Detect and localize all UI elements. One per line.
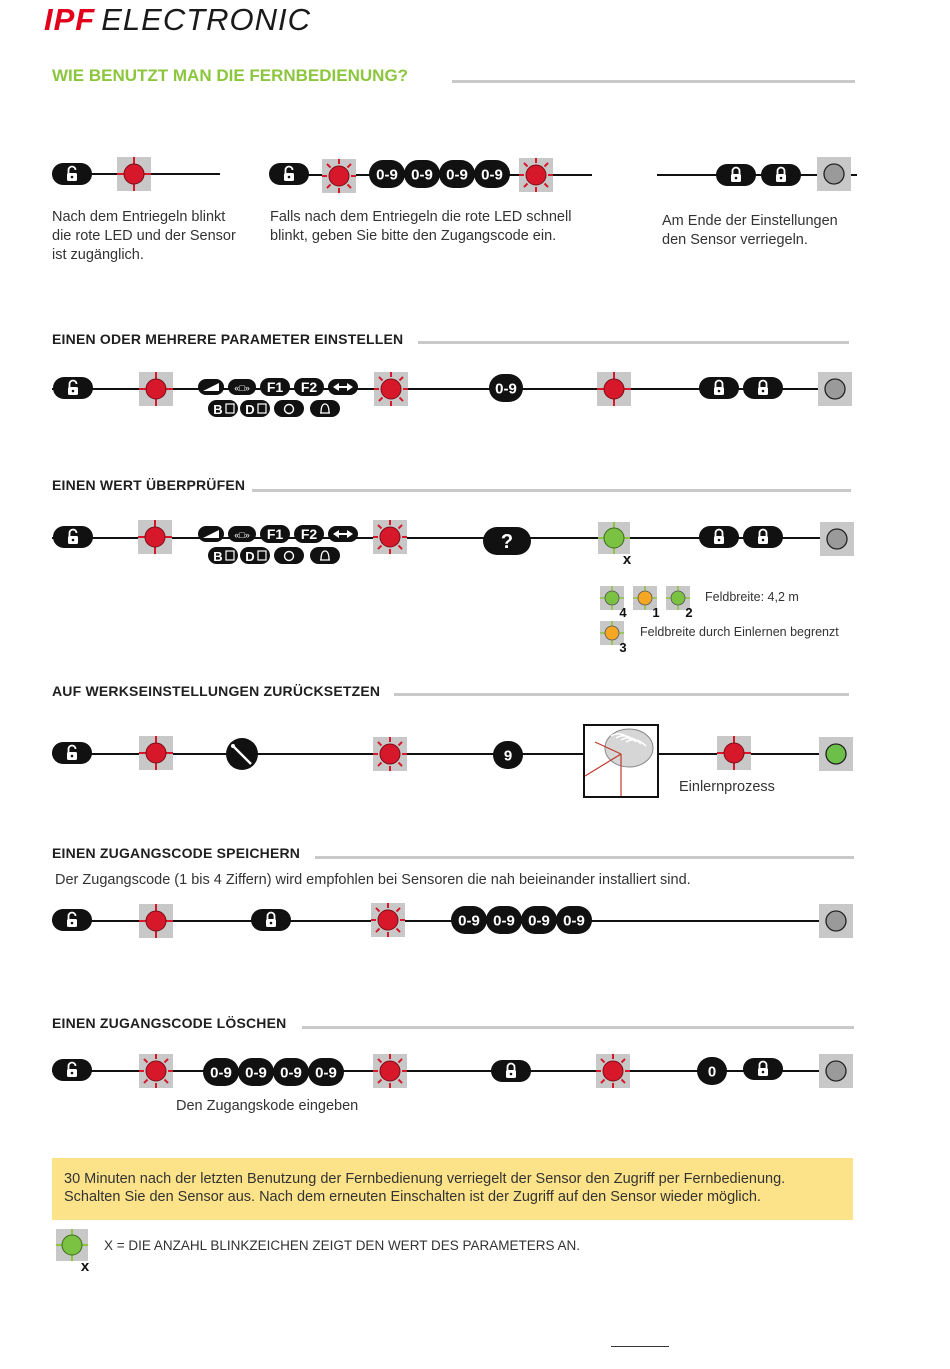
svg-text:D: D	[245, 549, 255, 564]
section-rule	[252, 489, 851, 492]
section-title-delete-code: EINEN ZUGANGSCODE LÖSCHEN	[52, 1015, 287, 1031]
blink-count-label: 2	[685, 605, 693, 620]
section-title-set-params: EINEN ODER MEHRERE PARAMETER EINSTELLEN	[52, 331, 404, 347]
field-limited-text: Feldbreite durch Einlernen begrenzt	[640, 625, 839, 639]
code-digit-key-label: 0-9	[563, 912, 585, 930]
red-led-icon	[594, 369, 634, 409]
blinking-red-led-icon	[593, 1051, 633, 1091]
blinking-red-led-icon	[370, 517, 410, 557]
brand-name-rest: ELECTRONIC	[101, 2, 312, 37]
learning-process-icon	[583, 724, 659, 798]
footer-line	[611, 1346, 669, 1347]
sensor-off-icon	[818, 1053, 854, 1089]
lock-key-icon	[742, 1057, 784, 1081]
code-digit-key-label: 0-9	[446, 166, 468, 184]
green-led-icon	[54, 1227, 98, 1273]
blink-count-x-label: x	[80, 1258, 90, 1275]
svg-text:«□»: «□»	[234, 530, 250, 540]
step1-line2: die rote LED und der Sensor	[52, 228, 236, 244]
code-digit-key	[556, 906, 592, 934]
step2-line2: blinkt, geben Sie bitte den Zugangscode ein.	[270, 228, 557, 244]
unlock-key-icon	[51, 741, 93, 765]
delete-code-caption: Den Zugangskode eingeben	[176, 1098, 359, 1114]
page-title: WIE BENUTZT MAN DIE FERNBEDIENUNG?	[52, 66, 409, 85]
code-digit-key-label: 0-9	[493, 912, 515, 930]
code-digit-key-label: 0-9	[376, 166, 398, 184]
code-digit-key	[451, 906, 487, 934]
red-led-icon	[135, 517, 175, 557]
step2-line1: Falls nach dem Entriegeln die rote LED schnell	[270, 209, 572, 225]
blinking-red-led-icon	[136, 1051, 176, 1091]
note-line2: Schalten Sie den Sensor aus. Nach dem erneuten Einschalten ist der Zugriff auf den Sensor wieder möglich.	[64, 1189, 761, 1205]
code-digit-key-label: 0-9	[315, 1064, 337, 1082]
note-line1: 30 Minuten nach der letzten Benutzung der Fernbedienung verriegelt der Sensor den Zugriff per Fernbedienung.	[64, 1171, 786, 1187]
digit-key-9-label: 9	[503, 747, 513, 765]
blinking-red-led-icon	[370, 734, 410, 774]
blink-count-label: 1	[652, 605, 660, 620]
field-width-text: Feldbreite: 4,2 m	[705, 590, 799, 604]
svg-text:B: B	[213, 549, 223, 564]
lock-key-icon	[760, 163, 802, 187]
legend-green-led-icon	[598, 584, 632, 618]
svg-text:«□»: «□»	[234, 383, 250, 393]
unlock-key-icon	[268, 162, 310, 186]
sensor-off-icon	[817, 371, 853, 407]
digit-key-0	[697, 1057, 727, 1085]
save-code-description: Der Zugangscode (1 bis 4 Ziffern) wird empfohlen bei Sensoren die nah beieinander installiert sind.	[55, 872, 691, 888]
code-digit-key-label: 0-9	[245, 1064, 267, 1082]
blinking-red-led-icon	[516, 155, 556, 195]
svg-text:D: D	[245, 402, 255, 417]
code-digit-key-label: 0-9	[481, 166, 503, 184]
sensor-off-icon	[819, 521, 855, 557]
section-rule	[394, 693, 849, 696]
step3-text	[662, 212, 838, 250]
lock-key-icon	[490, 1059, 532, 1083]
learning-label: Einlernprozess	[679, 779, 775, 795]
step1-text	[52, 208, 236, 265]
code-digit-key	[486, 906, 522, 934]
timeout-note	[52, 1158, 853, 1220]
legend-text: X = DIE ANZAHL BLINKZEICHEN ZEIGT DEN WERT DES PARAMETERS AN.	[104, 1238, 580, 1253]
code-digit-key	[238, 1058, 274, 1086]
section-rule	[302, 1026, 854, 1029]
sensor-off-icon	[818, 903, 854, 939]
blinking-red-led-icon	[319, 156, 359, 196]
legend-green-led-icon	[664, 584, 698, 618]
digit-key-9	[493, 741, 523, 769]
blinking-red-led-icon	[370, 1051, 410, 1091]
code-digit-key	[404, 160, 440, 188]
section-rule	[418, 341, 849, 344]
svg-text:F1: F1	[266, 526, 284, 542]
red-led-icon	[136, 901, 176, 941]
legend-orange-led-icon	[631, 584, 665, 618]
step2-text	[270, 208, 571, 246]
step1-line1: Nach dem Entriegeln blinkt	[52, 209, 226, 225]
code-digit-key	[474, 160, 510, 188]
blinking-red-led-icon	[368, 900, 408, 940]
title-rule	[452, 80, 855, 83]
sensor-green-icon	[818, 736, 854, 772]
code-digit-key	[521, 906, 557, 934]
red-led-icon	[136, 733, 176, 773]
unlock-key-icon	[51, 908, 93, 932]
magnet-key-icon	[225, 737, 259, 771]
svg-text:F1: F1	[266, 379, 284, 395]
unlock-key-icon	[51, 1058, 93, 1082]
code-digit-key	[273, 1058, 309, 1086]
unlock-key-icon	[52, 525, 94, 549]
svg-text:F2: F2	[300, 379, 318, 395]
blink-count-label: 4	[619, 605, 627, 620]
red-led-icon	[714, 733, 754, 773]
blink-count-x-label: x	[622, 551, 632, 568]
section-title-factory-reset: AUF WERKSEINSTELLUNGEN ZURÜCKSETZEN	[52, 683, 381, 699]
code-digit-key-label: 0-9	[411, 166, 433, 184]
legend-orange-led-icon	[598, 619, 632, 653]
lock-key-icon	[742, 525, 784, 549]
brand-name-bold: IPF	[44, 2, 96, 37]
code-digit-key	[369, 160, 405, 188]
question-key-icon	[483, 527, 531, 555]
code-digit-key	[308, 1058, 344, 1086]
blinking-red-led-icon	[371, 369, 411, 409]
section-title-save-code: EINEN ZUGANGSCODE SPEICHERN	[52, 845, 301, 861]
svg-text:B: B	[213, 402, 223, 417]
code-digit-key-label: 0-9	[458, 912, 480, 930]
unlock-key-icon	[52, 376, 94, 400]
unlock-key-icon	[51, 162, 93, 186]
step3-line1: Am Ende der Einstellungen	[662, 213, 838, 229]
green-led-icon	[596, 520, 640, 566]
blink-count-label: 3	[619, 640, 627, 655]
code-digit-key	[439, 160, 475, 188]
code-digit-key-label: 0-9	[528, 912, 550, 930]
code-digit-key-label: 0-9	[280, 1064, 302, 1082]
brand-logo	[44, 2, 311, 38]
section-rule	[315, 856, 854, 859]
sensor-off-icon	[816, 156, 852, 192]
section-title-check-value: EINEN WERT ÜBERPRÜFEN	[52, 477, 246, 493]
digit-key-0-label: 0	[707, 1063, 717, 1081]
lock-key-icon	[742, 376, 784, 400]
code-digit-key-label: 0-9	[210, 1064, 232, 1082]
digit-key-0-9-label: 0-9	[495, 380, 517, 398]
red-led-icon	[136, 369, 176, 409]
digit-key-0-9	[489, 374, 523, 402]
lock-key-icon	[698, 376, 740, 400]
step1-line3: ist zugänglich.	[52, 247, 144, 263]
svg-text:?: ?	[500, 531, 514, 553]
lock-key-icon	[715, 163, 757, 187]
parameter-keys-icon	[198, 378, 358, 422]
lock-key-icon	[250, 908, 292, 932]
step3-line2: den Sensor verriegeln.	[662, 232, 808, 248]
parameter-keys-icon	[198, 525, 358, 569]
red-led-icon	[114, 154, 154, 194]
lock-key-icon	[698, 525, 740, 549]
svg-text:F2: F2	[300, 526, 318, 542]
code-digit-key	[203, 1058, 239, 1086]
